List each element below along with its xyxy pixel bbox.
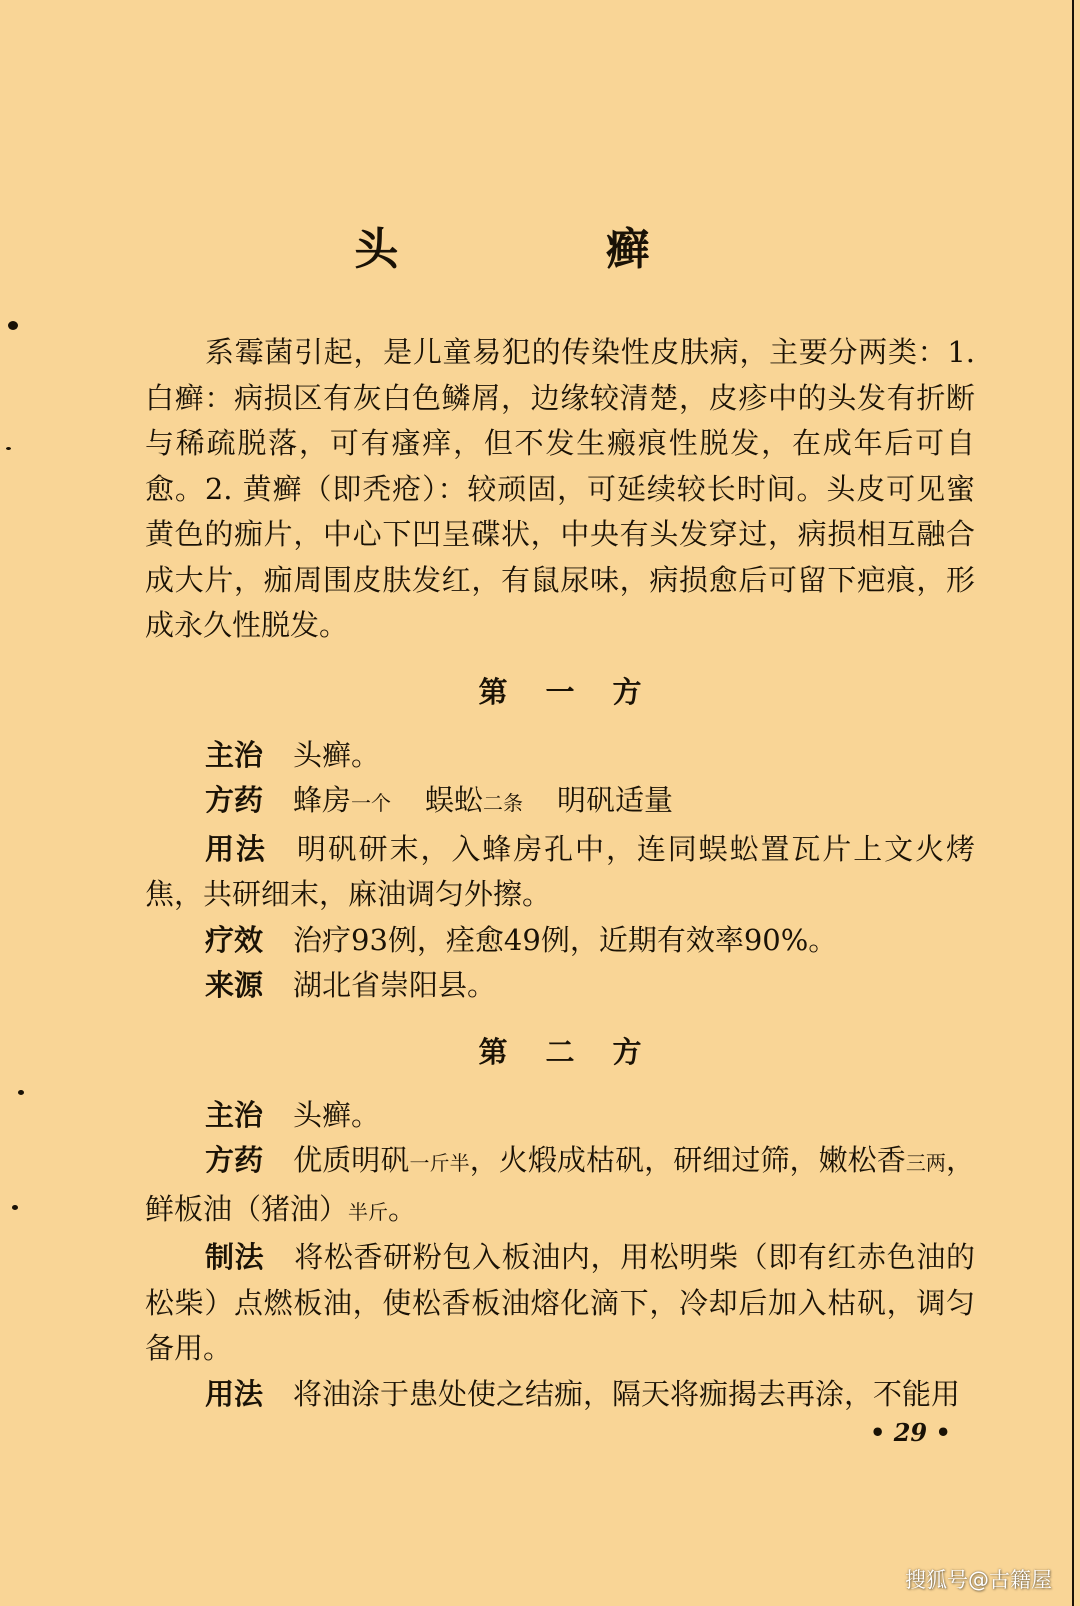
recipe-item: 蜈蚣: [425, 783, 484, 817]
page-title: 头 癣: [354, 224, 746, 275]
recipe-row: [145, 1138, 975, 1235]
preparation-row: [145, 1235, 975, 1372]
recipe-label: 方药: [205, 783, 264, 817]
recipe-text: 优质明矾: [293, 1143, 410, 1177]
indication-label: 主治: [205, 1097, 264, 1132]
recipe-qty: 三两: [905, 1151, 946, 1175]
scan-speck: [8, 321, 18, 330]
efficacy-row: [145, 918, 975, 964]
usage-text: 将油涂于患处使之结痂，隔天将痂揭去再涂，不能用: [293, 1376, 961, 1411]
preparation-text: 将松香研粉包入板油内，用松明柴（即有红赤色油的松柴）点燃板油，使松香板油熔化滴下，冷却后加入枯矾，调匀备用。: [145, 1240, 975, 1365]
recipe-text: ，火煅成枯矾，研细过筛，嫩松香: [469, 1143, 906, 1177]
usage-label: 用法: [205, 1376, 264, 1411]
recipe-text: ，鲜板油（猪油）: [145, 1143, 975, 1226]
source-text: 湖北省崇阳县。: [293, 968, 497, 1002]
usage-row: [145, 1372, 975, 1418]
main-content: [145, 330, 975, 1417]
indication-label: 主治: [205, 737, 264, 772]
recipe-item: 明矾适量: [557, 783, 674, 817]
source-row: [145, 963, 975, 1009]
recipe-qty: 半斤: [348, 1199, 389, 1224]
recipe-item-qty: 一个: [351, 791, 392, 815]
recipe-qty: 一斤半: [409, 1151, 470, 1175]
recipe-item: 蜂房: [293, 783, 352, 817]
page-number: • 29 •: [870, 1418, 951, 1447]
indication-text: 头癣。: [293, 1097, 381, 1132]
usage-label: 用法: [205, 831, 267, 866]
section-heading-1: 第一方: [478, 674, 680, 709]
recipe-text: 。: [388, 1191, 418, 1226]
efficacy-text: 治疗93例，痊愈49例，近期有效率90%。: [293, 922, 838, 957]
usage-text: 明矾研末，入蜂房孔中，连同蜈蚣置瓦片上文火烤焦，共研细末，麻油调匀外擦。: [145, 831, 975, 911]
preparation-label: 制法: [205, 1240, 265, 1274]
recipe-item-qty: 二条: [483, 791, 524, 815]
scan-speck: [18, 1090, 24, 1095]
source-label: 来源: [205, 968, 264, 1002]
scan-speck: [6, 447, 11, 450]
watermark-text: 搜狐号@古籍屋: [905, 1568, 1052, 1592]
indication-row: [145, 733, 975, 779]
section-heading-2: 第二方: [478, 1034, 680, 1069]
indication-row: [145, 1093, 975, 1139]
usage-row: [145, 827, 975, 918]
scan-speck: [12, 1205, 18, 1210]
indication-text: 头癣。: [293, 737, 381, 772]
recipe-label: 方药: [205, 1143, 264, 1177]
efficacy-label: 疗效: [205, 922, 264, 957]
recipe-row: [145, 778, 975, 827]
intro-paragraph: 系霉菌引起，是儿童易犯的传染性皮肤病，主要分两类：1. 白癣：病损区有灰白色鳞屑，边缘较清楚，皮疹中的头发有折断与稀疏脱落，可有瘙痒，但不发生瘢痕性脱发，在成年后可自愈。2. 黄癣（即秃疮）：较顽固，可延续较长时间。头皮可见蜜黄色的痂片，中心下凹呈碟状，中央有头发穿过，病损相互融合成大片，痂周围皮肤发红，有鼠尿味，病损愈后可留下疤痕，形成永久性脱发。: [145, 335, 975, 642]
